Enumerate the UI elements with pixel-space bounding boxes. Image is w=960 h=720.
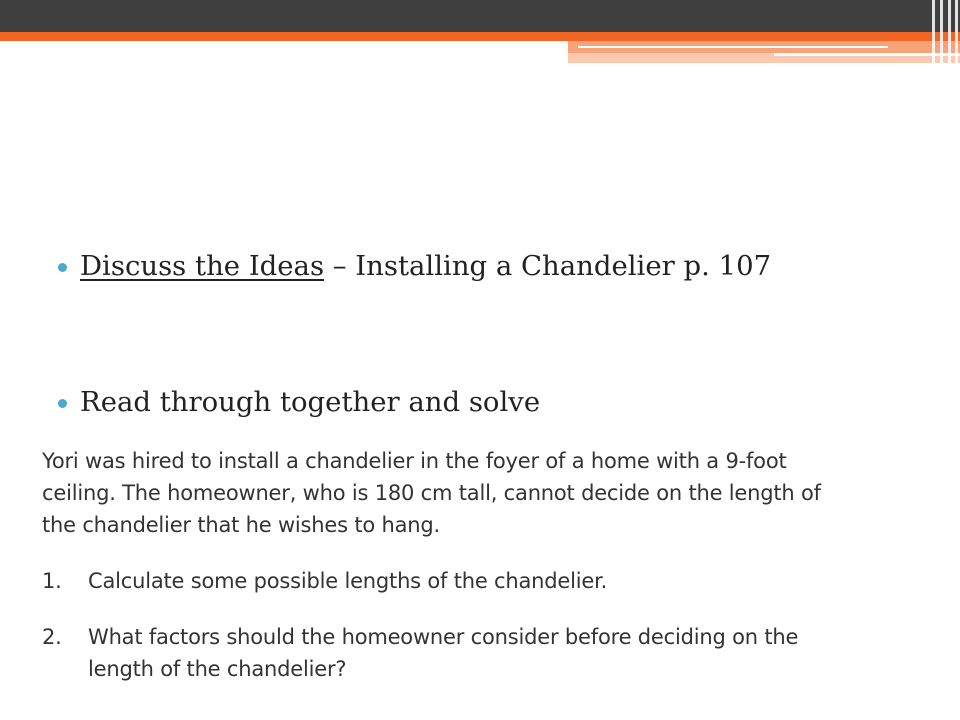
- question-line: length of the chandelier?: [88, 657, 347, 681]
- question-2: [42, 621, 942, 685]
- excerpt-line: the chandelier that he wishes to hang.: [42, 513, 440, 537]
- bullet-dot: [58, 263, 67, 272]
- bullet-discuss-ideas: [58, 246, 938, 286]
- question-1: [42, 565, 942, 597]
- excerpt-line: ceiling. The homeowner, who is 180 cm tall, cannot decide on the length of: [42, 481, 821, 505]
- read-through-text: Read through together and solve: [80, 386, 541, 418]
- textbook-excerpt: [42, 445, 942, 685]
- bullet-list: [58, 246, 938, 422]
- banner-vertical-lines: [928, 0, 960, 64]
- excerpt-line: Yori was hired to install a chandelier in the foyer of a home with a 9-foot: [42, 449, 787, 473]
- banner-accent-strip-light: [568, 53, 960, 63]
- chandelier-reference: – Installing a Chandelier p. 107: [324, 250, 772, 282]
- banner-dark-bar: [0, 0, 960, 32]
- banner-accent-strip: [568, 41, 960, 53]
- bullet-dot: [58, 399, 67, 408]
- banner-orange-bar: [0, 32, 960, 41]
- discuss-ideas-label: Discuss the Ideas: [80, 250, 325, 282]
- bullet-read-through: [58, 382, 938, 422]
- question-line: Calculate some possible lengths of the chandelier.: [88, 569, 608, 593]
- question-number: 2.: [42, 625, 62, 649]
- question-line: What factors should the homeowner consider before deciding on the: [88, 625, 799, 649]
- question-number: 1.: [42, 569, 62, 593]
